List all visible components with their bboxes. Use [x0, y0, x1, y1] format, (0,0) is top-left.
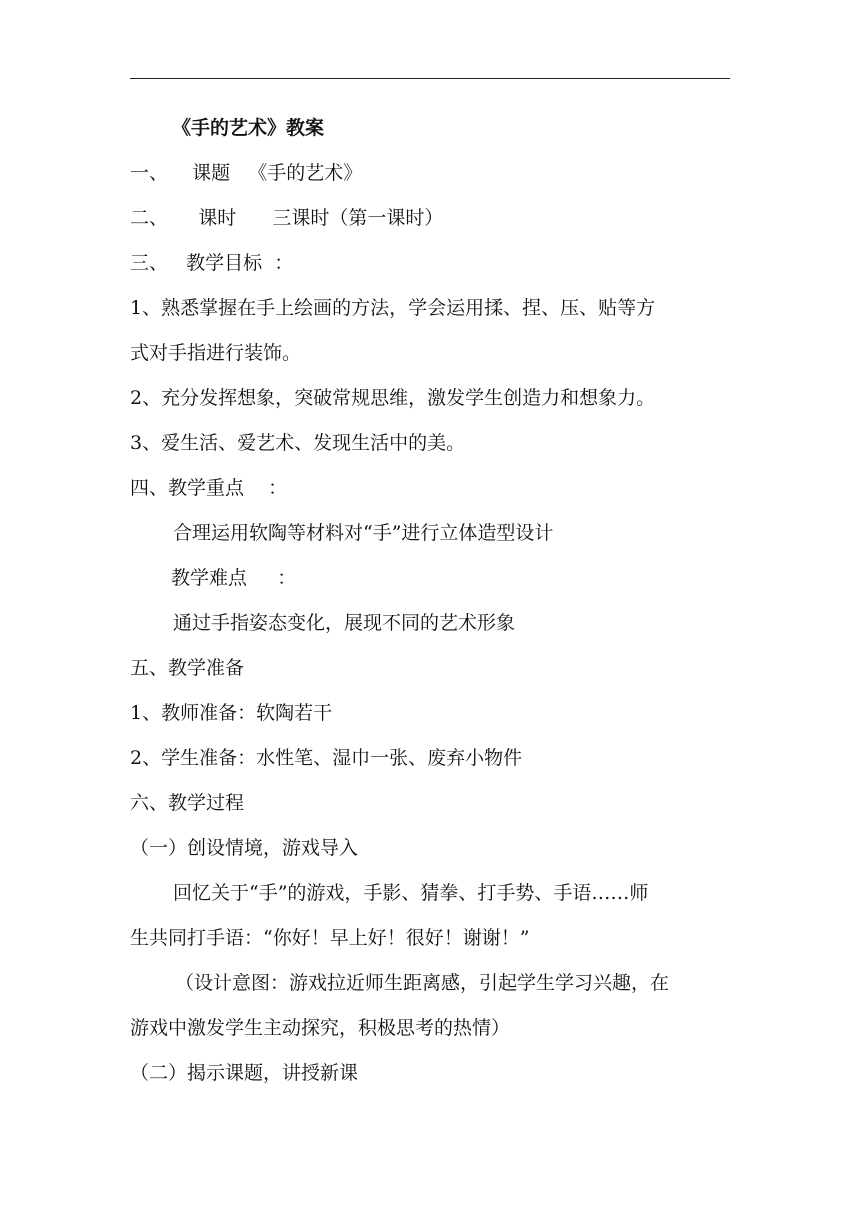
process-step-1-text-line-2: 生共同打手语：“你好！早上好！很好！谢谢！”	[130, 927, 530, 949]
objective-1-line-2: 式对手指进行装饰。	[130, 342, 302, 364]
objective-3: 3、爱生活、爱艺术、发现生活中的美。	[130, 432, 466, 454]
objective-2: 2、充分发挥想象，突破常规思维，激发学生创造力和想象力。	[130, 387, 656, 409]
section-6-process: 六、教学过程	[130, 792, 245, 814]
section-4-key-points: 四、教学重点 ：	[130, 477, 288, 499]
difficulty-text: 通过手指姿态变化，展现不同的艺术形象	[173, 612, 516, 634]
section-3-heading: 三、 教学目标 ：	[130, 252, 294, 274]
design-intent-line-1: （设计意图：游戏拉近师生距离感，引起学生学习兴趣，在	[175, 972, 670, 994]
process-step-1-heading: （一）创设情境，游戏导入	[130, 837, 359, 859]
document-title: 《手的艺术》教案	[172, 117, 325, 139]
difficulty-heading: 教学难点 ：	[171, 567, 297, 589]
key-point-text: 合理运用软陶等材料对“手”进行立体造型设计	[173, 522, 554, 544]
preparation-teacher: 1、教师准备：软陶若干	[130, 702, 333, 724]
header-rule	[130, 78, 730, 79]
objective-1-line-1: 1、熟悉掌握在手上绘画的方法，学会运用揉、捏、压、贴等方	[130, 297, 656, 319]
section-5-preparation: 五、教学准备	[130, 657, 245, 679]
process-step-1-text-line-1: 回忆关于“手”的游戏，手影、猜拳、打手势、手语……师	[173, 882, 649, 904]
section-2-periods: 二、 课时 三课时（第一课时）	[130, 207, 444, 229]
design-intent-line-2: 游戏中激发学生主动探究，积极思考的热情）	[130, 1017, 511, 1039]
preparation-student: 2、学生准备：水性笔、湿巾一张、废弃小物件	[130, 747, 523, 769]
process-step-2-heading: （二）揭示课题，讲授新课	[130, 1062, 359, 1084]
section-1-topic: 一、 课题 《手的艺术》	[130, 162, 363, 184]
